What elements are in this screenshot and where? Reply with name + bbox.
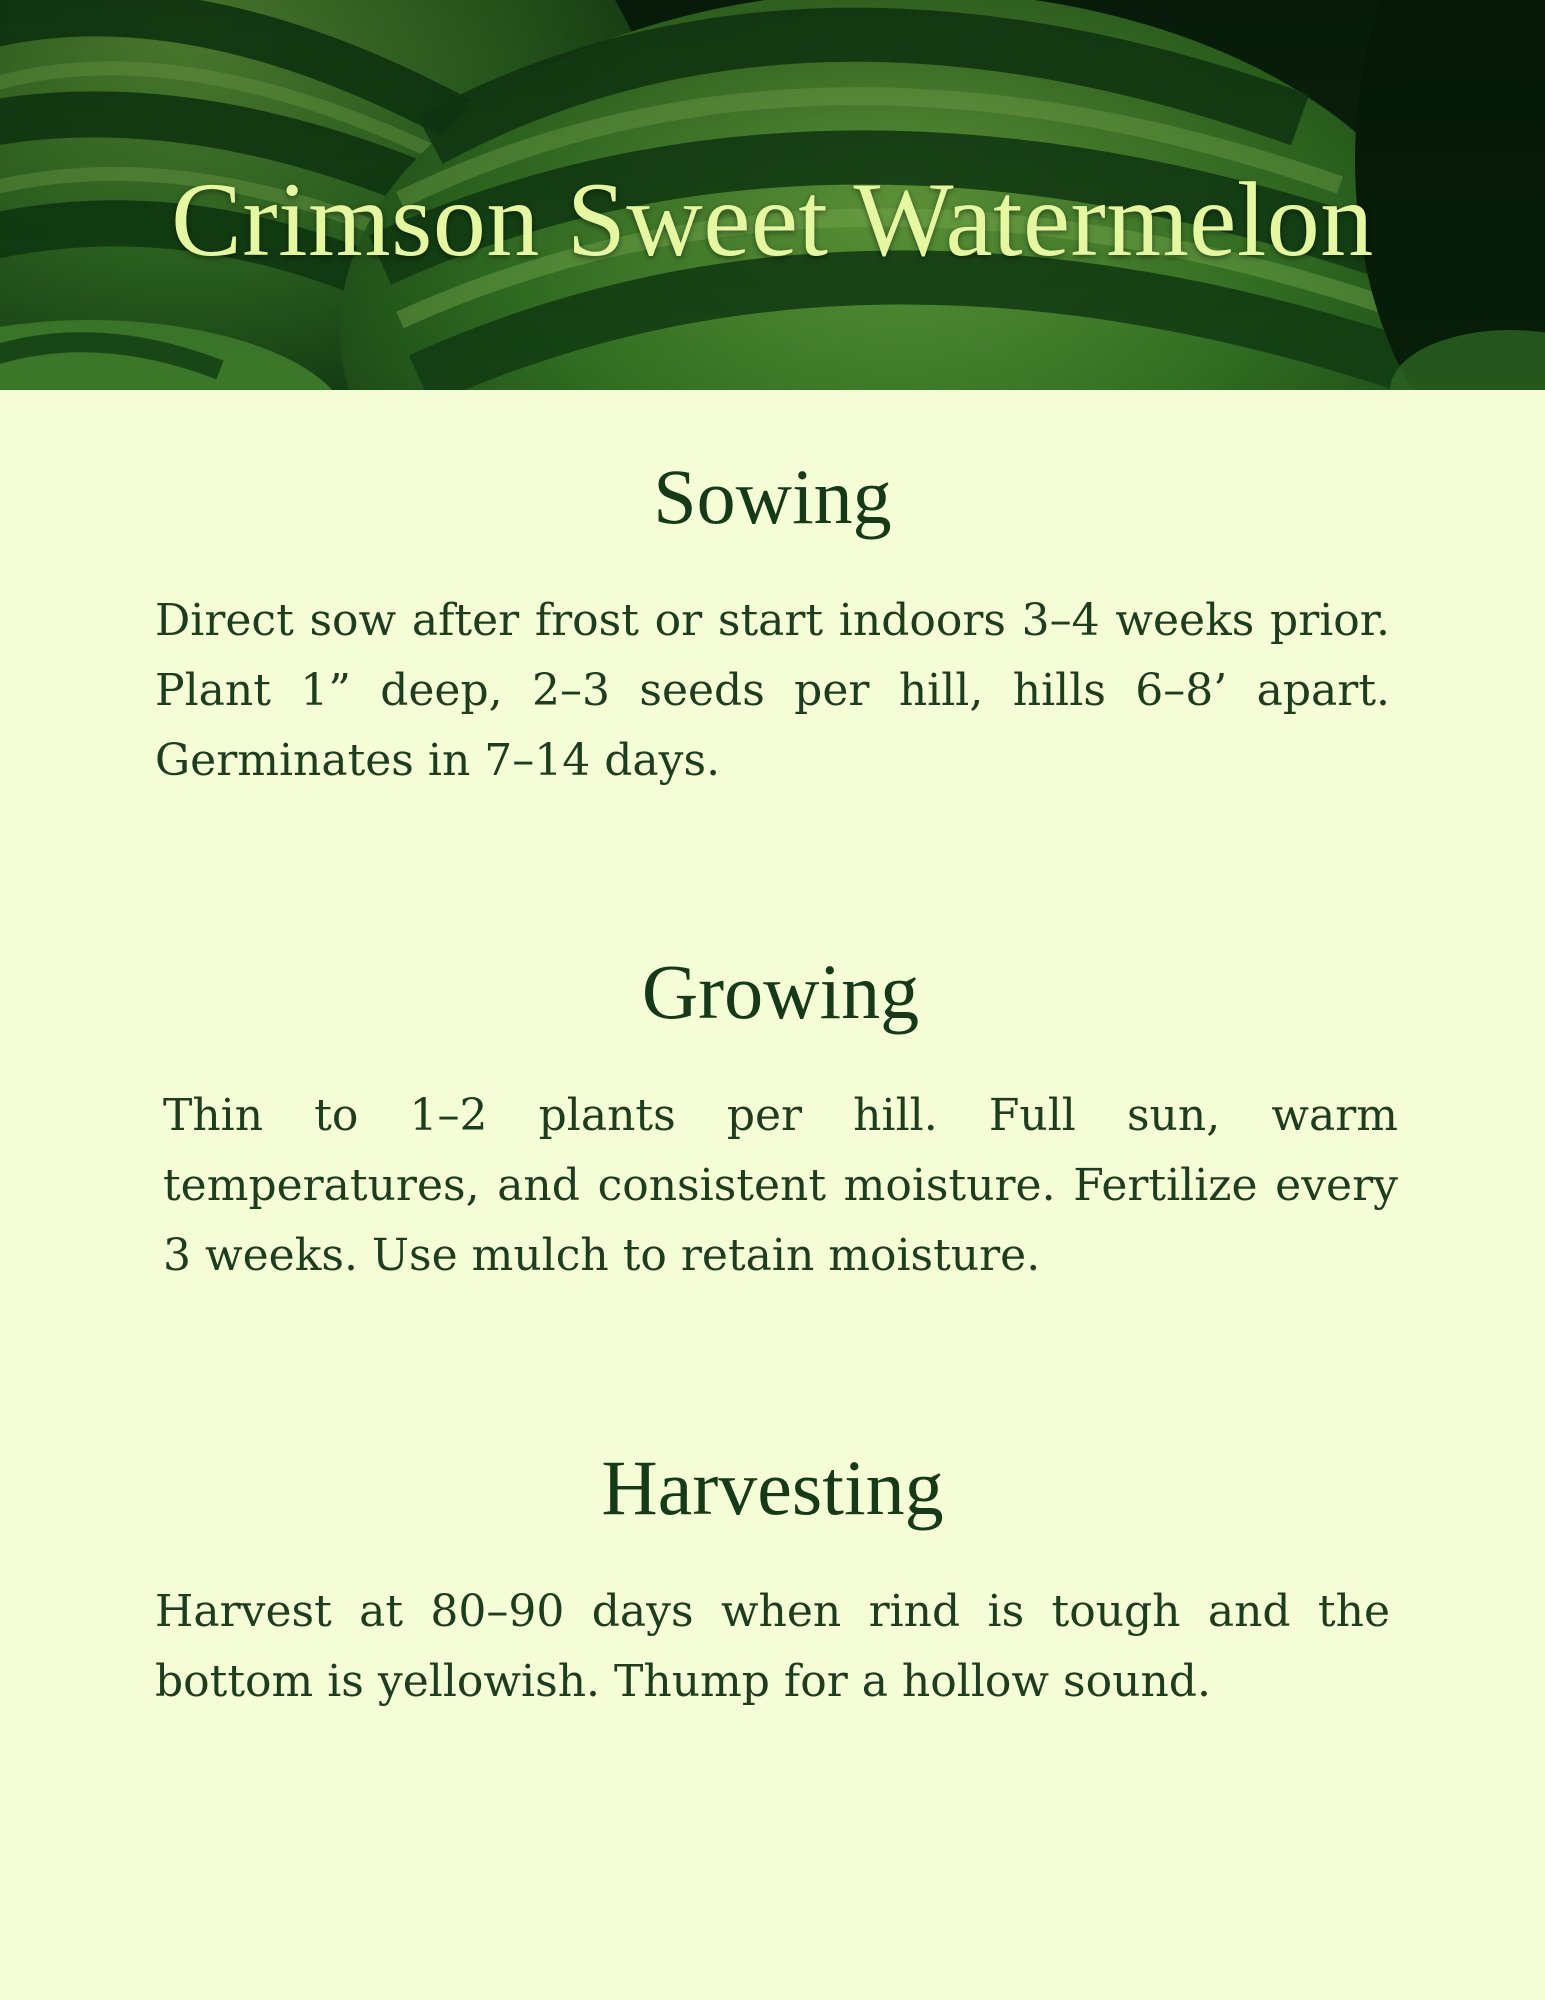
harvesting-text: Harvest at 80–90 days when rind is tough and the bottom is yellowish. Thump for a hollow sound. — [155, 1586, 1390, 1707]
sowing-heading: Sowing — [653, 453, 892, 540]
sowing-text: Direct sow after frost or start indoors 3–4 weeks prior. Plant 1” deep, 2–3 seeds per hill, hills 6–8’ apart. Germinates in 7–14 days. — [155, 595, 1390, 786]
sowing-section — [155, 452, 1390, 796]
growing-section — [163, 947, 1398, 1291]
header-banner — [0, 0, 1545, 390]
harvesting-heading: Harvesting — [601, 1444, 944, 1531]
growing-text: Thin to 1–2 plants per hill. Full sun, warm temperatures, and consistent moisture. Fertilize every 3 weeks. Use mulch to retain moisture. — [163, 1090, 1398, 1281]
growing-heading: Growing — [641, 948, 920, 1035]
harvesting-section — [155, 1443, 1390, 1717]
page-title: Crimson Sweet Watermelon — [171, 161, 1374, 278]
